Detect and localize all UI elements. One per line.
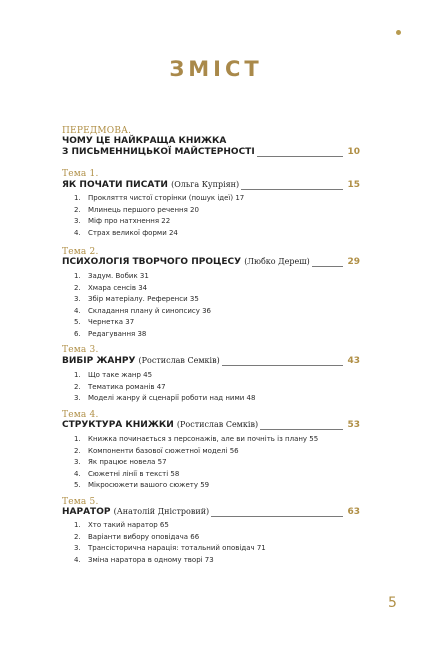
topic-5-subitems bbox=[74, 521, 266, 567]
topic-4-page-number: 53 bbox=[343, 420, 360, 430]
list-item[interactable]: 3. Збір матеріалу. Референси 35 bbox=[74, 295, 199, 303]
preface-page-number: 10 bbox=[343, 147, 360, 157]
list-item[interactable]: 6. Редагування 38 bbox=[74, 329, 147, 338]
list-item[interactable]: 4. Складання плану й синопсису 36 bbox=[74, 306, 212, 315]
list-item[interactable]: 4. Сюжетні лінії в тексті 58 bbox=[74, 469, 180, 478]
preface-caption: ПЕРЕДМОВА. bbox=[62, 126, 132, 136]
list-item[interactable]: 1. Задум. Вобик 31 bbox=[74, 272, 149, 280]
list-item[interactable]: 2. Тематика романів 47 bbox=[74, 382, 166, 391]
topic-5-page-number: 63 bbox=[343, 507, 360, 517]
page-title: ЗМІСТ bbox=[169, 57, 263, 81]
topic-4-entry[interactable] bbox=[62, 420, 360, 432]
topic-2-title: ПСИХОЛОГІЯ ТВОРЧОГО ПРОЦЕСУ bbox=[62, 257, 242, 267]
topic-5-title: НАРАТОР bbox=[62, 507, 111, 517]
list-item[interactable]: 3. Трансісторична нарація: тотальний оповідач 71 bbox=[74, 544, 266, 552]
list-item[interactable]: 4. Зміна наратора в одному творі 73 bbox=[74, 555, 214, 564]
list-item[interactable]: 1. Хто такий наратор 65 bbox=[74, 521, 169, 529]
topic-4-subitems bbox=[74, 435, 318, 493]
preface-title-line1: ЧОМУ ЦЕ НАЙКРАЩА КНИЖКА bbox=[62, 136, 227, 146]
decorative-dot bbox=[396, 30, 401, 35]
topic-1-caption: Тема 1. bbox=[62, 169, 99, 179]
topic-4-caption: Тема 4. bbox=[62, 410, 99, 420]
topic-3-entry[interactable] bbox=[62, 356, 360, 368]
topic-3-title: ВИБІР ЖАНРУ bbox=[62, 356, 136, 366]
list-item[interactable]: 1. Книжка починається з персонажів, але ви почніть із плану 55 bbox=[74, 435, 319, 443]
list-item[interactable]: 3. Моделі жанру й сценарії роботи над ними 48 bbox=[74, 394, 256, 402]
topic-5-author: (Анатолій Дністровий) bbox=[113, 507, 210, 516]
topic-2-subitems bbox=[74, 272, 211, 341]
list-item[interactable]: 2. Варіанти вибору оповідача 66 bbox=[74, 532, 200, 541]
list-item[interactable]: 3. Міф про натхнення 22 bbox=[74, 217, 171, 225]
list-item[interactable]: 1. Прокляття чистої сторінки (пошук ідеї) 17 bbox=[74, 194, 245, 202]
page-number: 5 bbox=[388, 595, 397, 611]
topic-3-page-number: 43 bbox=[343, 356, 360, 366]
topic-4-title: СТРУКТУРА КНИЖКИ bbox=[62, 420, 174, 430]
topic-2-caption: Тема 2. bbox=[62, 247, 99, 257]
list-item[interactable]: 2. Хмара сенсів 34 bbox=[74, 283, 148, 292]
list-item[interactable]: 5. Чернетка 37 bbox=[74, 318, 135, 326]
preface-entry[interactable]: З ПИСЬМЕННИЦЬКОЇ МАЙСТЕРНОСТІ 10 bbox=[62, 147, 360, 157]
topic-4-author: (Ростислав Семків) bbox=[176, 420, 259, 429]
topic-1-entry[interactable] bbox=[62, 180, 360, 192]
topic-3-caption: Тема 3. bbox=[62, 345, 99, 355]
topic-2-entry[interactable] bbox=[62, 257, 360, 269]
list-item[interactable]: 1. Що таке жанр 45 bbox=[74, 371, 153, 379]
topic-5-entry[interactable] bbox=[62, 507, 360, 519]
list-item[interactable]: 3. Як працює новела 57 bbox=[74, 458, 167, 466]
topic-3-subitems bbox=[74, 371, 255, 406]
topic-1-title: ЯК ПОЧАТИ ПИСАТИ bbox=[62, 180, 168, 190]
topic-2-author: (Любко Дереш) bbox=[244, 257, 310, 266]
list-item[interactable]: 4. Страх великої форми 24 bbox=[74, 228, 178, 237]
topic-1-page-number: 15 bbox=[343, 180, 360, 190]
list-item[interactable]: 2. Компоненти базової сюжетної моделі 56 bbox=[74, 446, 239, 455]
topic-5-caption: Тема 5. bbox=[62, 497, 99, 507]
topic-1-subitems bbox=[74, 194, 244, 240]
list-item[interactable]: 2. Млинець першого речення 20 bbox=[74, 205, 199, 214]
topic-2-page-number: 29 bbox=[343, 257, 360, 267]
topic-1-author: (Ольга Купріян) bbox=[171, 180, 240, 189]
list-item[interactable]: 5. Мікросюжети вашого сюжету 59 bbox=[74, 481, 210, 489]
topic-3-author: (Ростислав Семків) bbox=[138, 356, 220, 365]
